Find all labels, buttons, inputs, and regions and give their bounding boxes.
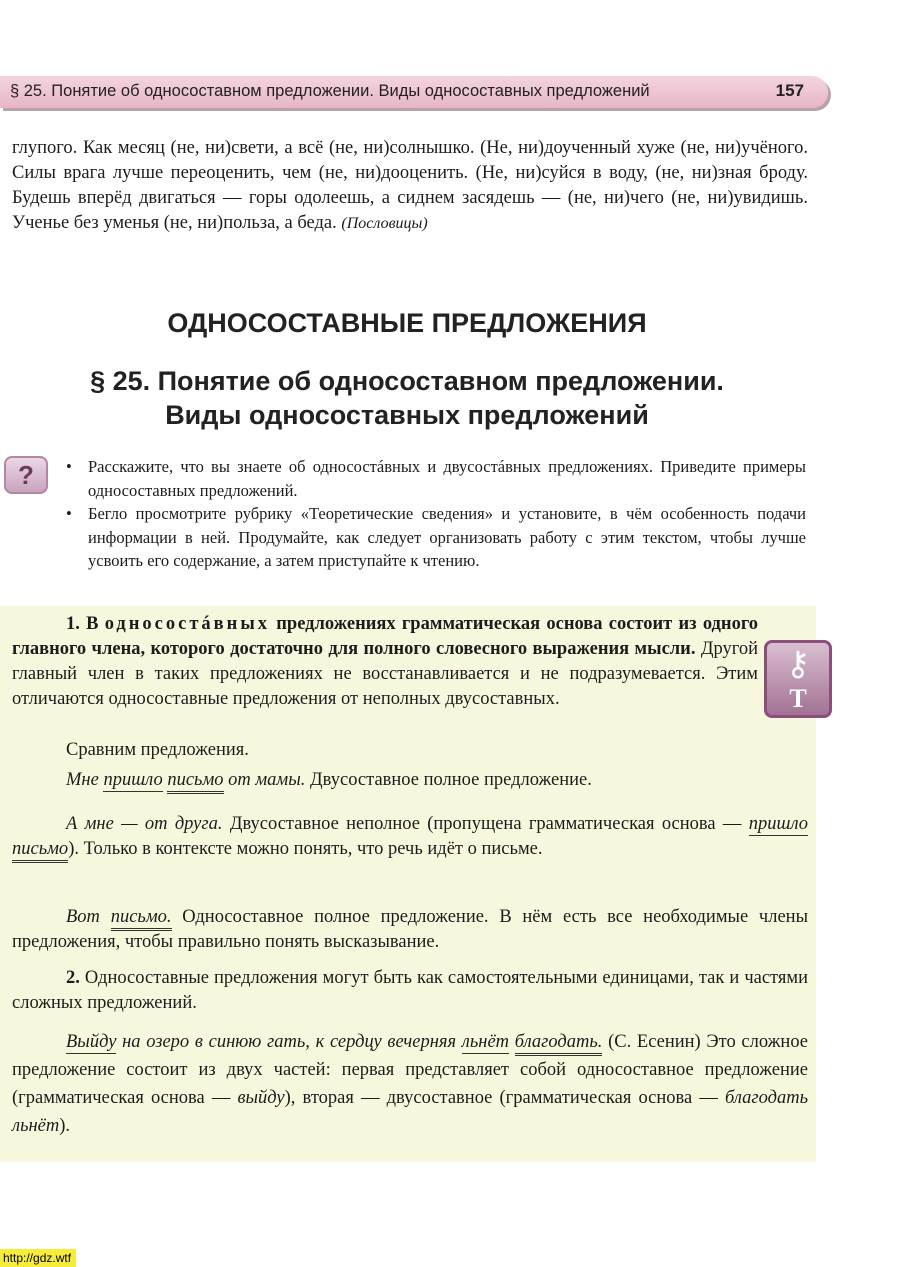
subject: письмо	[12, 839, 68, 863]
bullet-icon: •	[66, 504, 72, 523]
predicate: Выйду	[66, 1032, 117, 1052]
bullet-icon: •	[66, 457, 72, 476]
question-list	[66, 455, 806, 573]
predicate: пришло	[103, 770, 163, 790]
paragraph-title-line-1: § 25. Понятие об односоставном предложении.	[90, 366, 724, 396]
example-3: Вот письмо. Односоставное полное предложение. В нём есть все необходимые члены предложения, чтобы правильно понять высказывание.	[12, 907, 809, 952]
exercise-text	[12, 136, 808, 236]
theory-point-2: 2. Односоставные предложения могут быть как самостоятельными единицами, так и частями сложных предложений.	[12, 968, 809, 1013]
example-2: А мне — от друга. Двусоставное неполное (пропущена грамматическая основа — пришло письмо). Только в контексте можно понять, что речь идёт о письме.	[12, 812, 808, 862]
paragraph-title	[0, 364, 814, 432]
running-header	[0, 76, 828, 108]
theory-key-icon	[764, 640, 832, 718]
question-item: • Расскажите, что вы знаете об односостáвных и двусостáвных предложениях. Приведите примеры односоставных предложений.	[66, 457, 806, 500]
exercise-proverbs: глупого. Как месяц (не, ни)свети, а всё (не, ни)солнышко. (Не, ни)доученный хуже (не, ни)учёного. Силы врага лучше переоценить, чем (не, ни)дооценить. (Не, ни)суйся в воду, (не, ни)зная броду. Будешь вперёд двигаться — горы одолеешь, а сиднем засядешь — (не, ни)чего (не, ни)увидишь. Ученье без уменья (не, ни)польза, а беда.	[12, 138, 808, 233]
example-4: Выйду на озеро в синюю гать, к сердцу вечерняя льнёт благодать. (С. Есенин) Это сложное предложение состоит из двух частей: первая представляет собой односоставное предложение (грамматическая основа — выйду), вторая — двусоставное (грамматическая основа — благодать льнёт).	[12, 1032, 809, 1136]
term-one-member: односостáвных	[104, 614, 271, 634]
subject: письмо.	[111, 907, 172, 931]
example-1: Мне пришло письмо от мамы. Двусоставное полное предложение.	[12, 768, 808, 793]
paragraph-title-line-2: Виды односоставных предложений	[165, 400, 649, 430]
running-header-title: § 25. Понятие об односоставном предложении. Виды односоставных предложений	[10, 82, 650, 100]
question-icon: ?	[4, 456, 48, 494]
subject: благодать.	[515, 1032, 603, 1056]
subject: письмо	[167, 770, 223, 794]
section-title: ОДНОСОСТАВНЫЕ ПРЕДЛОЖЕНИЯ	[167, 308, 647, 338]
key-icon: ⚷	[785, 646, 811, 683]
watermark-link[interactable]: http://gdz.wtf	[0, 1249, 76, 1267]
exercise-source: (Пословицы)	[341, 215, 428, 232]
theory-point-1: 1. В односостáвных предложениях грамматическая основа состоит из одного главного члена, которого достаточно для полного словесного выражения мысли. Другой главный член в таких предложениях не восстанавливается и не подразумевается. Этим отличаются односоставные предложения от неполных двусоставных.	[12, 614, 759, 709]
question-item: • Бегло просмотрите рубрику «Теоретические сведения» и установите, в чём особенность подачи информации в ней. Продумайте, как следует организовать работу с этим текстом, чтобы лучше усвоить его содержание, а затем приступайте к чтению.	[66, 504, 806, 570]
page-number: 157	[775, 81, 804, 100]
predicate: пришло	[748, 814, 809, 834]
predicate: льнёт	[461, 1032, 510, 1052]
theory-letter: Т	[789, 684, 807, 713]
compare-line: Сравним предложения.	[66, 740, 249, 760]
